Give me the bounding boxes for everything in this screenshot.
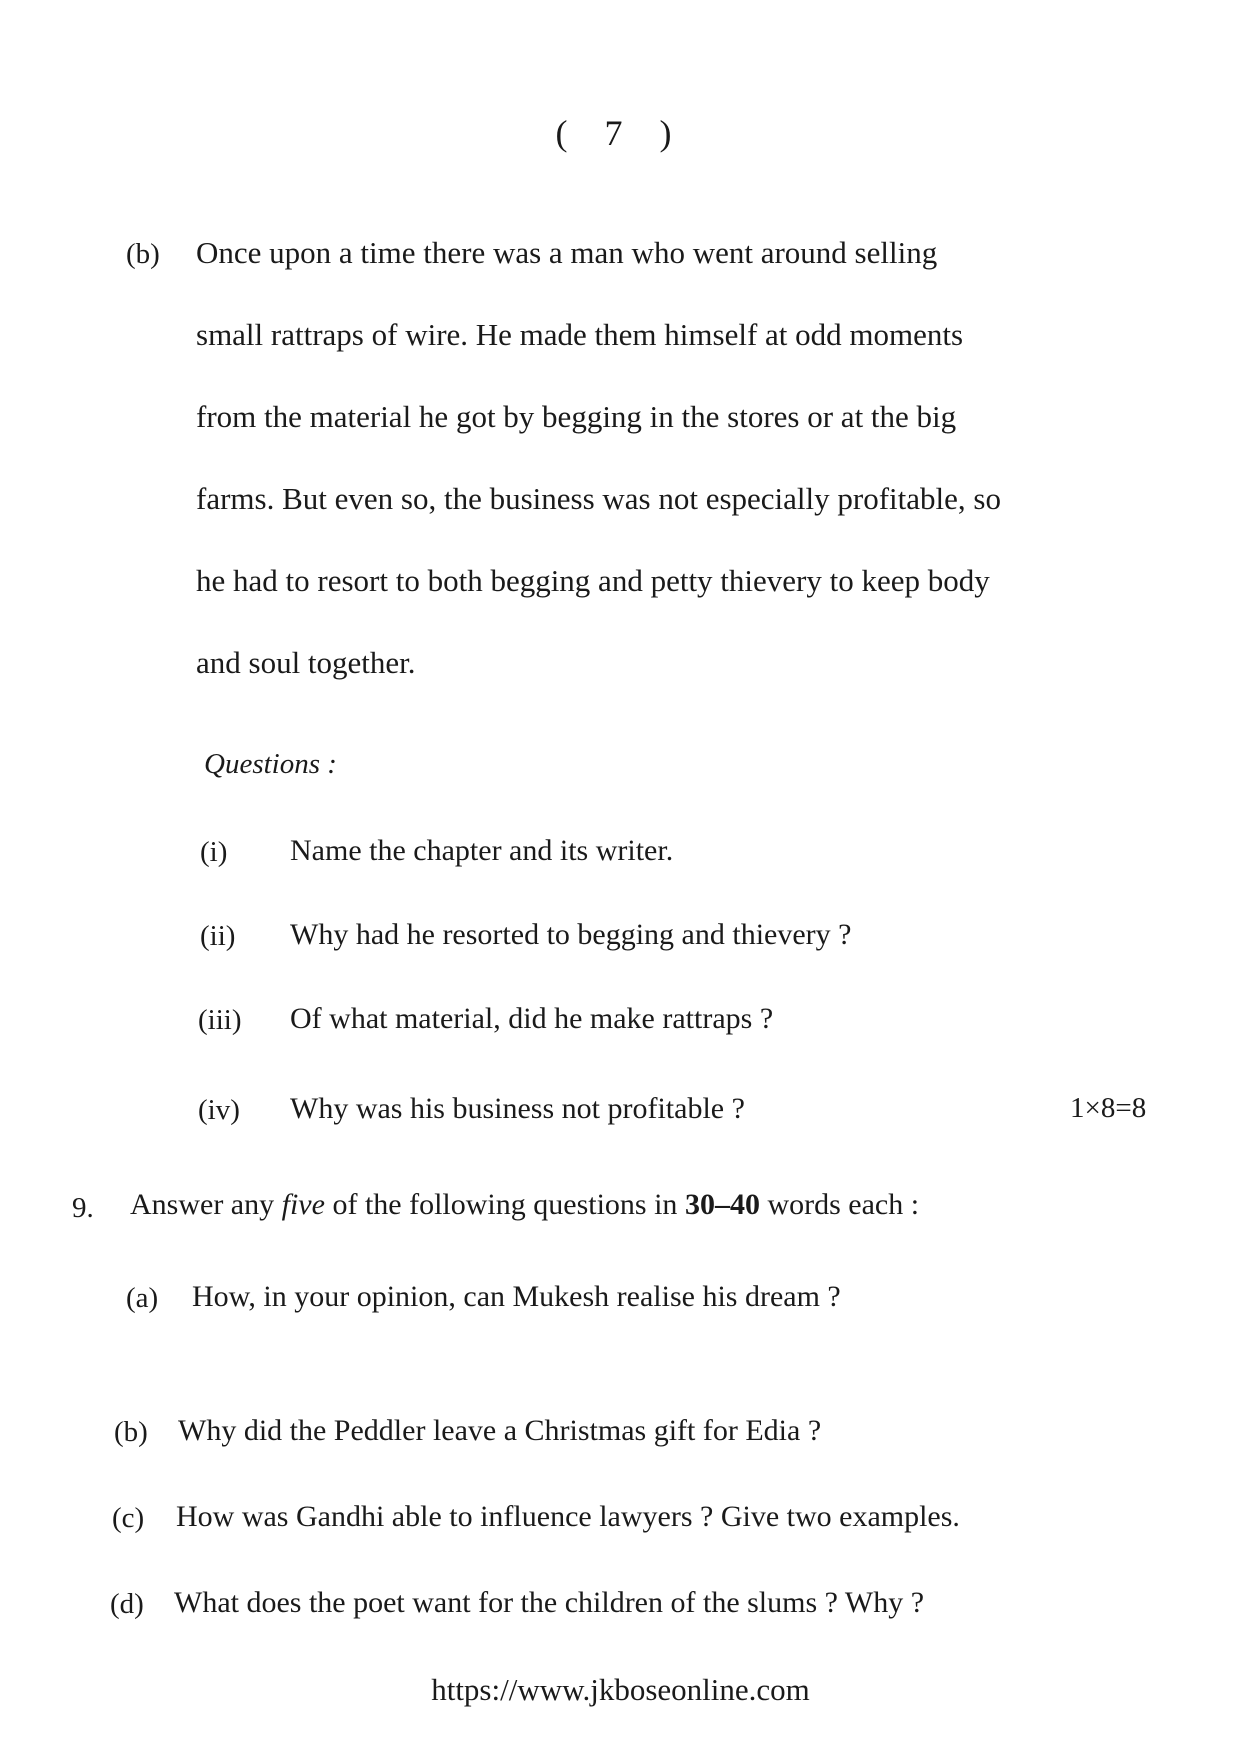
passage-line: and soul together.: [196, 645, 416, 680]
item-label: (b): [114, 1416, 148, 1448]
question-number: (i): [200, 836, 228, 868]
passage-line: Once upon a time there was a man who went around selling: [196, 235, 938, 270]
question-text: Why was his business not profitable ?: [290, 1092, 745, 1125]
item-text: Why did the Peddler leave a Christmas gift for Edia ?: [178, 1414, 822, 1447]
instruction-bold: 30–40: [684, 1188, 760, 1221]
question-number: (ii): [200, 920, 236, 952]
instruction-part: Answer any: [130, 1188, 282, 1221]
page-number: ( 7 ): [555, 113, 686, 153]
question-text: Name the chapter and its writer.: [290, 834, 674, 867]
item-text: How was Gandhi able to influence lawyers ? Give two examples.: [176, 1500, 960, 1533]
passage-line: he had to resort to both begging and petty thievery to keep body: [196, 563, 990, 598]
question-number: (iv): [198, 1094, 240, 1126]
instruction-part: of the following questions in: [324, 1188, 685, 1221]
passage-line: farms. But even so, the business was not especially profitable, so: [196, 481, 1001, 516]
item-text: What does the poet want for the children of the slums ? Why ?: [174, 1586, 925, 1619]
instruction-part: words each :: [759, 1188, 920, 1221]
item-text: How, in your opinion, can Mukesh realise his dream ?: [192, 1280, 841, 1313]
item-label: (a): [126, 1282, 159, 1314]
marks: 1×8=8: [1070, 1092, 1147, 1124]
section-number: 9.: [72, 1192, 94, 1224]
question-text: Of what material, did he make rattraps ?: [290, 1002, 774, 1035]
passage-label: (b): [126, 238, 160, 270]
footer-url[interactable]: https://www.jkboseonline.com: [431, 1672, 810, 1707]
question-number: (iii): [198, 1004, 242, 1036]
item-label: (c): [112, 1502, 145, 1534]
passage-line: from the material he got by begging in the stores or at the big: [196, 399, 957, 434]
question-text: Why had he resorted to begging and thievery ?: [290, 918, 852, 951]
instruction-emphasis: five: [281, 1188, 325, 1221]
item-label: (d): [110, 1588, 144, 1620]
passage-line: small rattraps of wire. He made them himself at odd moments: [196, 317, 964, 352]
questions-heading: Questions :: [204, 748, 337, 780]
section-instruction: [130, 1188, 919, 1222]
passage-text: [196, 212, 1001, 704]
